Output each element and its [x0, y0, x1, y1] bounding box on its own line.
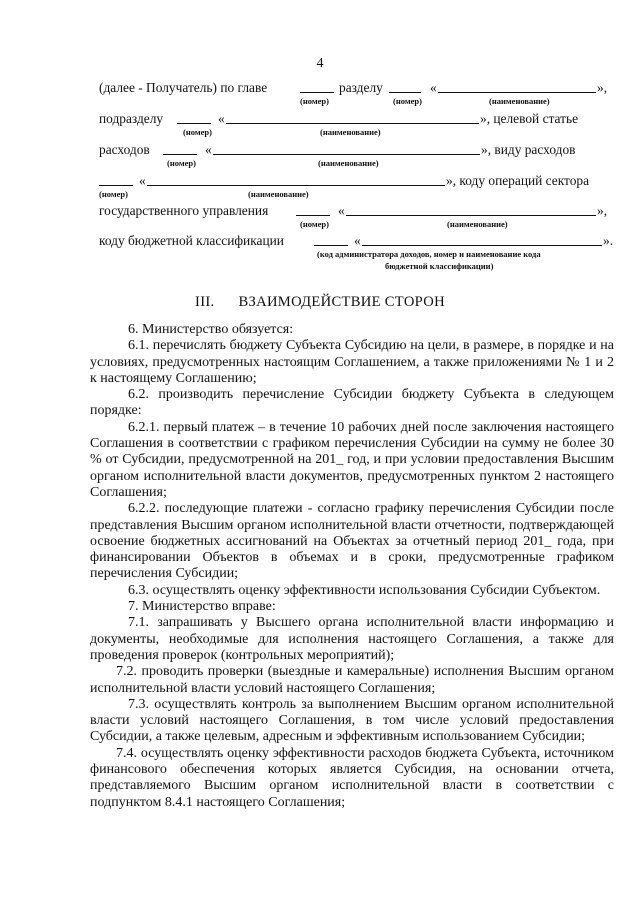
clause-7-3: 7.3. осуществлять контроль за выполнением Высшим органом исполнительной власти условий настоящего Соглашения, в том числе условий предоставления Субсидии, а также целевым, адресным и эффективным использованием Субсидии;	[90, 696, 614, 745]
line1-caption-number-1: (номер)	[300, 96, 329, 106]
clause-6: 6. Министерство обязуется:	[128, 322, 294, 337]
line1-mid: разделу	[339, 80, 383, 95]
clause-7-1: 7.1. запрашивать у Высшего органа исполнительной власти информацию и документы, необходимые для исполнения настоящего Соглашения, а также для проведения проверок (контрольных мероприятий);	[90, 615, 614, 663]
line3-caption-name: (наименование)	[318, 158, 379, 168]
line1-close-quote: »,	[597, 80, 608, 95]
line3-tail: », виду расходов	[481, 142, 576, 157]
line5-lead: государственного управления	[99, 203, 269, 218]
clause-7: 7. Министерство вправе:	[128, 599, 276, 615]
line1-caption-name: (наименование)	[489, 96, 550, 106]
clause-6-2: 6.2. производить перечисление Субсидии бюджету Субъекта в следующем порядке:	[90, 387, 614, 419]
section-number: III.	[195, 294, 215, 310]
line4-open-quote: «	[139, 173, 146, 188]
clause-7-4: 7.4. осуществлять оценку эффективности расходов бюджета Субъекта, источником финансового обеспечения которых является Субсидия, на основании отчета, представляемого Высшим органом исполнительной власти в соответствии с подпунктом 8.4.1 настоящего Соглашения;	[90, 745, 614, 810]
subsection-number-blank	[177, 111, 211, 124]
budget-classification-form	[0, 0, 640, 300]
agreement-body	[90, 322, 614, 811]
chapter-number-blank	[300, 80, 334, 93]
line5-caption-name: (наименование)	[447, 219, 508, 229]
line6-caption-line-a: (код администратора доходов, номер и наименование кода	[317, 249, 541, 259]
operation-code-number-blank	[296, 203, 330, 216]
clause-6-3: 6.3. осуществлять оценку эффективности использования Субсидии Субъектом.	[128, 582, 601, 598]
clause-6-2-2: 6.2.2. последующие платежи - согласно графику перечисления Субсидии после представления Высшим органом исполнительной власти отчетности, подтверждающей освоение бюджетных ассигнований на Объектах за отчетный период 201_ года, при финансировании Объектов в объемах и в сроки, предусмотренные графиком перечисления Субсидии;	[90, 501, 614, 582]
line2-tail: », целевой статье	[480, 111, 579, 126]
line6-caption-line-b: бюджетной классификации)	[385, 261, 494, 271]
line3-open-quote: «	[205, 142, 212, 157]
line4-caption-name: (наименование)	[248, 189, 309, 199]
clause-7-2: 7.2. проводить проверки (выездные и камеральные) исполнения Высшим органом исполнительной власти условий настоящего Соглашения;	[90, 664, 614, 696]
page-number: 4	[316, 56, 324, 71]
line6-lead: коду бюджетной классификации	[99, 233, 284, 248]
line1-caption-number-2: (номер)	[393, 96, 422, 106]
expense-type-number-blank	[99, 173, 133, 186]
line5-caption-number: (номер)	[300, 219, 329, 229]
line2-open-quote: «	[218, 111, 225, 126]
line3-lead: расходов	[99, 142, 150, 157]
line5-close-quote: »,	[597, 203, 608, 218]
line3-caption-number: (номер)	[167, 158, 196, 168]
expense-type-name-blank	[147, 173, 445, 186]
line4-tail: », коду операций сектора	[446, 173, 590, 188]
line1-lead: (далее - Получатель) по главе	[99, 80, 268, 95]
line5-open-quote: «	[338, 203, 345, 218]
classification-name-blank	[362, 233, 602, 246]
line2-caption-name: (наименование)	[320, 127, 381, 137]
subsection-name-blank	[226, 111, 479, 124]
section-name-blank	[438, 80, 596, 93]
target-article-number-blank	[163, 142, 197, 155]
line1-open-quote: «	[430, 80, 437, 95]
section-heading	[0, 294, 640, 311]
clause-6-2-1: 6.2.1. первый платеж – в течение 10 рабочих дней после заключения настоящего Соглашения в соответствии с графиком перечисления Субсидии на сумму не более 30 % от Субсидии, предусмотренной на 201_ год, и при условии предоставления Высшим органом исполнительной власти документов, предусмотренных пунктом 2 настоящего Соглашения;	[90, 419, 614, 500]
line6-open-quote: «	[354, 233, 361, 248]
clause-6-1: 6.1. перечислять бюджету Субъекта Субсидию на цели, в размере, в порядке и на условиях, предусмотренных настоящим Соглашением, а также приложениями № 1 и 2 к настоящему Соглашению;	[90, 338, 614, 386]
line2-lead: подразделу	[99, 111, 164, 126]
target-article-name-blank	[213, 142, 480, 155]
line4-caption-number: (номер)	[99, 189, 128, 199]
classification-code-blank	[314, 233, 348, 246]
section-title: ВЗАИМОДЕЙСТВИЕ СТОРОН	[238, 294, 445, 310]
operation-code-name-blank	[346, 203, 596, 216]
section-number-blank	[389, 80, 421, 93]
line6-close-quote: ».	[603, 233, 614, 248]
line2-caption-number: (номер)	[183, 127, 212, 137]
